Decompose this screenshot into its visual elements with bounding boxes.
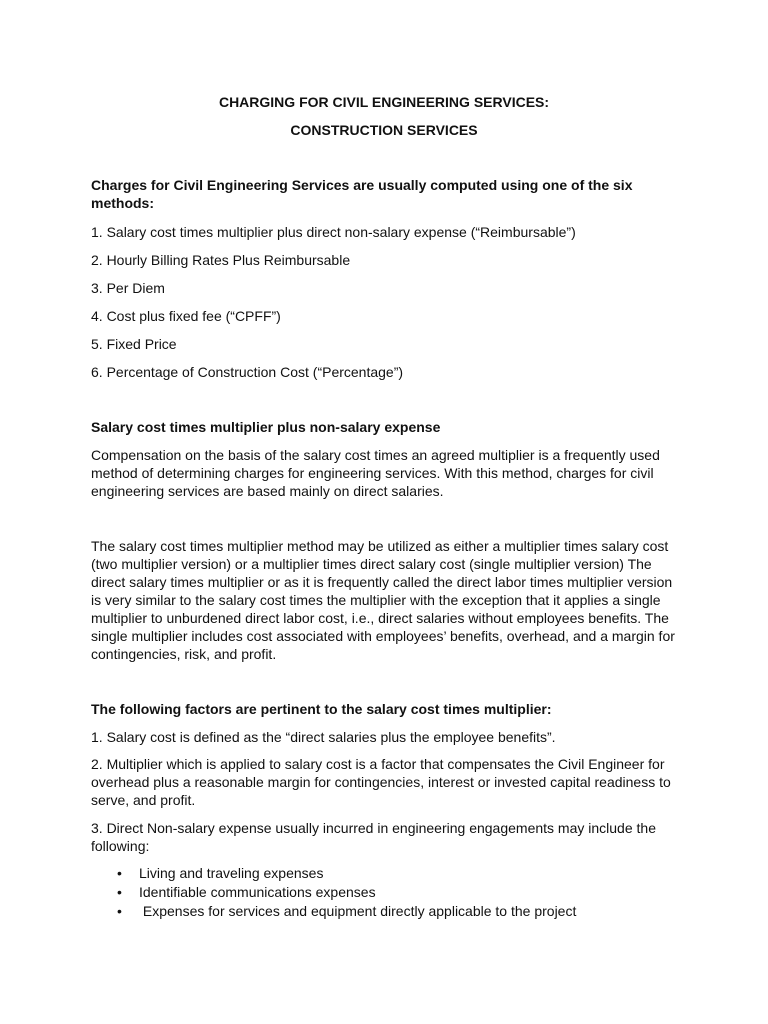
factors-heading: The following factors are pertinent to the salary cost times multiplier: xyxy=(91,701,552,717)
bullet-icon: • xyxy=(117,884,122,900)
bullet-icon: • xyxy=(117,865,122,881)
factor-item: 2. Multiplier which is applied to salary cost is a factor that compensates the Civil Engineer for overhead plus a reasonable margin for contingencies, interest or invested capital readiness to serve, and profit. xyxy=(91,756,671,808)
methods-heading: Charges for Civil Engineering Services are usually computed using one of the six methods: xyxy=(91,177,633,211)
document-subtitle: CONSTRUCTION SERVICES xyxy=(290,122,478,138)
expense-bullet-list xyxy=(91,864,576,921)
paragraph: The salary cost times multiplier method may be utilized as either a multiplier times salary cost (two multiplier version) or a multiplier times direct salary cost (single multiplier version) The direct salary times multiplier or as it is frequently called the direct labor times multiplier version is very similar to the salary cost times the multiplier with the exception that it applies a single multiplier to unburdened direct labor cost, i.e., direct salaries without employees benefits. The single multiplier includes cost associated with employees’ benefits, overhead, and a margin for contingencies, risk, and profit. xyxy=(91,538,675,662)
bullet-text: Expenses for services and equipment directly applicable to the project xyxy=(139,903,577,919)
bullet-text: Living and traveling expenses xyxy=(139,865,324,881)
method-item: 2. Hourly Billing Rates Plus Reimbursable xyxy=(91,252,351,268)
bullet-text: Identifiable communications expenses xyxy=(139,884,376,900)
method-item: 6. Percentage of Construction Cost (“Percentage”) xyxy=(91,364,404,380)
factor-item: 1. Salary cost is defined as the “direct salaries plus the employee benefits”. xyxy=(91,729,556,745)
method-item: 1. Salary cost times multiplier plus direct non-salary expense (“Reimbursable”) xyxy=(91,224,576,240)
factor-item: 3. Direct Non-salary expense usually incurred in engineering engagements may include the following: xyxy=(91,820,656,854)
method-item: 3. Per Diem xyxy=(91,280,165,296)
bullet-item xyxy=(91,864,576,883)
bullet-item xyxy=(91,883,576,902)
paragraph: Compensation on the basis of the salary cost times an agreed multiplier is a frequently used method of determining charges for engineering services. With this method, charges for civil engineering services are based mainly on direct salaries. xyxy=(91,447,660,499)
bullet-item xyxy=(91,902,576,921)
document-title: CHARGING FOR CIVIL ENGINEERING SERVICES: xyxy=(218,94,550,110)
section-heading: Salary cost times multiplier plus non-salary expense xyxy=(91,419,441,435)
bullet-icon: • xyxy=(117,903,122,919)
method-item: 4. Cost plus fixed fee (“CPFF”) xyxy=(91,308,281,324)
method-item: 5. Fixed Price xyxy=(91,336,177,352)
